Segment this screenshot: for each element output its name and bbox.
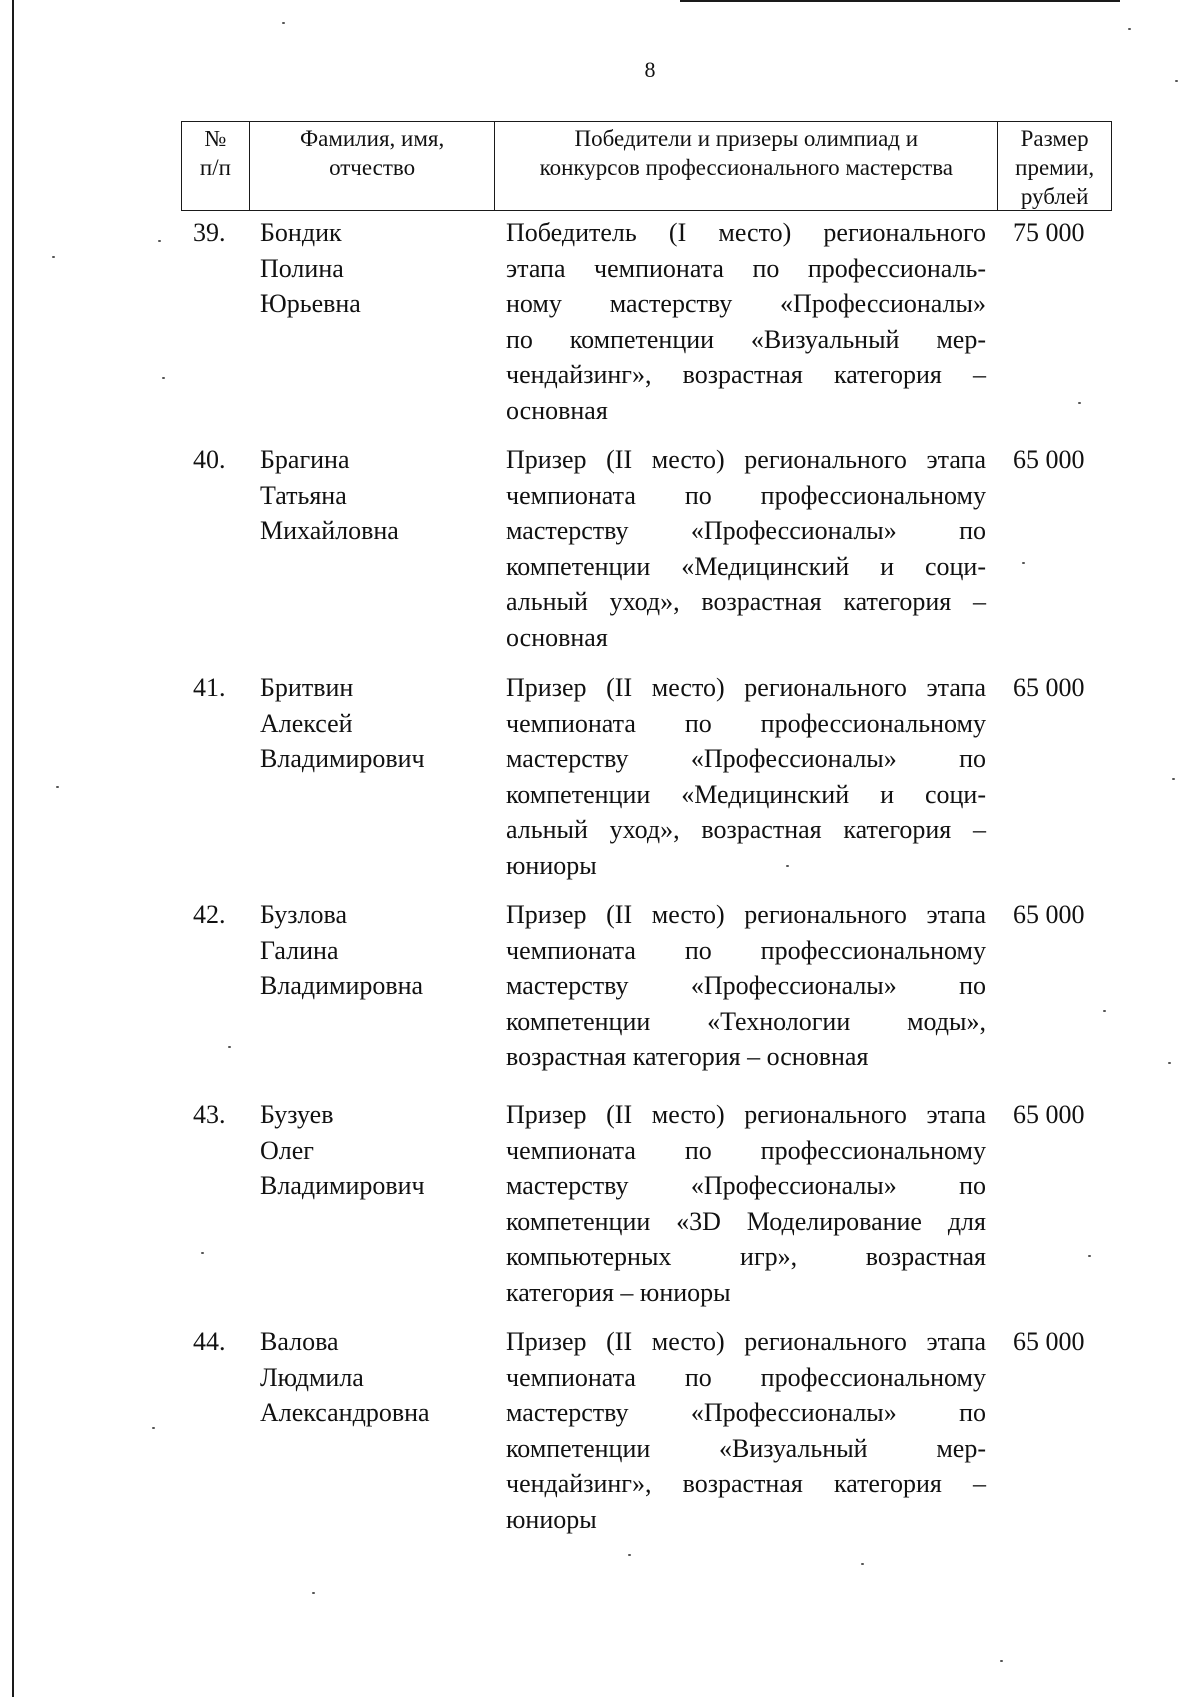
- scan-speck: [1078, 402, 1081, 404]
- scan-speck: [201, 1252, 204, 1254]
- header-number-column: № п/п: [182, 122, 250, 210]
- row-number: 44.: [193, 1327, 226, 1356]
- scan-speck: [1022, 562, 1025, 564]
- scan-left-border: [12, 0, 14, 1697]
- header-name-column: Фамилия, имя, отчество: [250, 122, 495, 210]
- award-amount: 65 000: [1013, 1100, 1085, 1129]
- page-number: 8: [644, 57, 656, 82]
- scan-speck: [228, 1046, 231, 1048]
- scan-speck: [312, 1592, 315, 1594]
- award-description: Призер (II место) регионального этапа чемпионата по профессиональному мастерству «Профессионалы» по компетенции «Технологии моды», возрастная категория – основная: [506, 900, 986, 1071]
- recipient-name: Бузуев Олег Владимирович: [260, 1100, 425, 1200]
- row-number: 41.: [193, 673, 226, 702]
- row-number: 39.: [193, 218, 226, 247]
- award-description: Призер (II место) регионального этапа чемпионата по профессиональному мастерству «Профессионалы» по компетенции «3D Моделирование для компьютерных игр», возрастная категория – юниоры: [506, 1100, 986, 1307]
- row-number: 43.: [193, 1100, 226, 1129]
- row-number: 42.: [193, 900, 226, 929]
- recipient-name: Бондик Полина Юрьевна: [260, 218, 361, 318]
- header-amount-column: Размер премии, рублей: [1015, 126, 1095, 209]
- recipient-name: Брагина Татьяна Михайловна: [260, 445, 399, 545]
- scan-speck: [1103, 1010, 1106, 1012]
- award-description: Победитель (I место) регионального этапа чемпионата по профессиональ- ному мастерству «Профессионалы» по компетенции «Визуальный мер- чендайзинг», возрастная категория – основная: [506, 218, 986, 425]
- award-description: Призер (II место) регионального этапа чемпионата по профессиональному мастерству «Профессионалы» по компетенции «Визуальный мер- чендайзинг», возрастная категория – юниоры: [506, 1327, 986, 1534]
- scan-speck: [1168, 1062, 1171, 1064]
- award-description: Призер (II место) регионального этапа чемпионата по профессиональному мастерству «Профессионалы» по компетенции «Медицинский и соци- альный уход», возрастная категория – основная: [506, 445, 986, 652]
- recipient-name: Бритвин Алексей Владимирович: [260, 673, 425, 773]
- header-description-column: Победители и призеры олимпиад и конкурсов профессионального мастерства: [495, 122, 998, 210]
- scan-speck: [1000, 1660, 1003, 1662]
- scan-speck: [162, 377, 165, 379]
- table-header: [181, 121, 1112, 211]
- scan-speck: [282, 22, 285, 24]
- award-amount: 65 000: [1013, 1327, 1085, 1356]
- scan-speck: [158, 240, 161, 242]
- scan-speck: [628, 1554, 631, 1556]
- recipient-name: Валова Людмила Александровна: [260, 1327, 430, 1427]
- award-amount: 65 000: [1013, 445, 1085, 474]
- scan-speck: [861, 1563, 864, 1565]
- scan-speck: [1088, 1255, 1091, 1257]
- award-amount: 65 000: [1013, 900, 1085, 929]
- scan-top-line: [680, 0, 1120, 2]
- award-amount: 65 000: [1013, 673, 1085, 702]
- award-description: Призер (II место) регионального этапа чемпионата по профессиональному мастерству «Профессионалы» по компетенции «Медицинский и соци- альный уход», возрастная категория – юниоры: [506, 673, 986, 880]
- scan-speck: [1172, 778, 1175, 780]
- scan-speck: [1128, 28, 1131, 30]
- scan-speck: [56, 786, 59, 788]
- scan-speck: [152, 1427, 155, 1429]
- row-number: 40.: [193, 445, 226, 474]
- award-amount: 75 000: [1013, 218, 1085, 247]
- recipient-name: Бузлова Галина Владимировна: [260, 900, 424, 1000]
- scan-speck: [52, 256, 55, 258]
